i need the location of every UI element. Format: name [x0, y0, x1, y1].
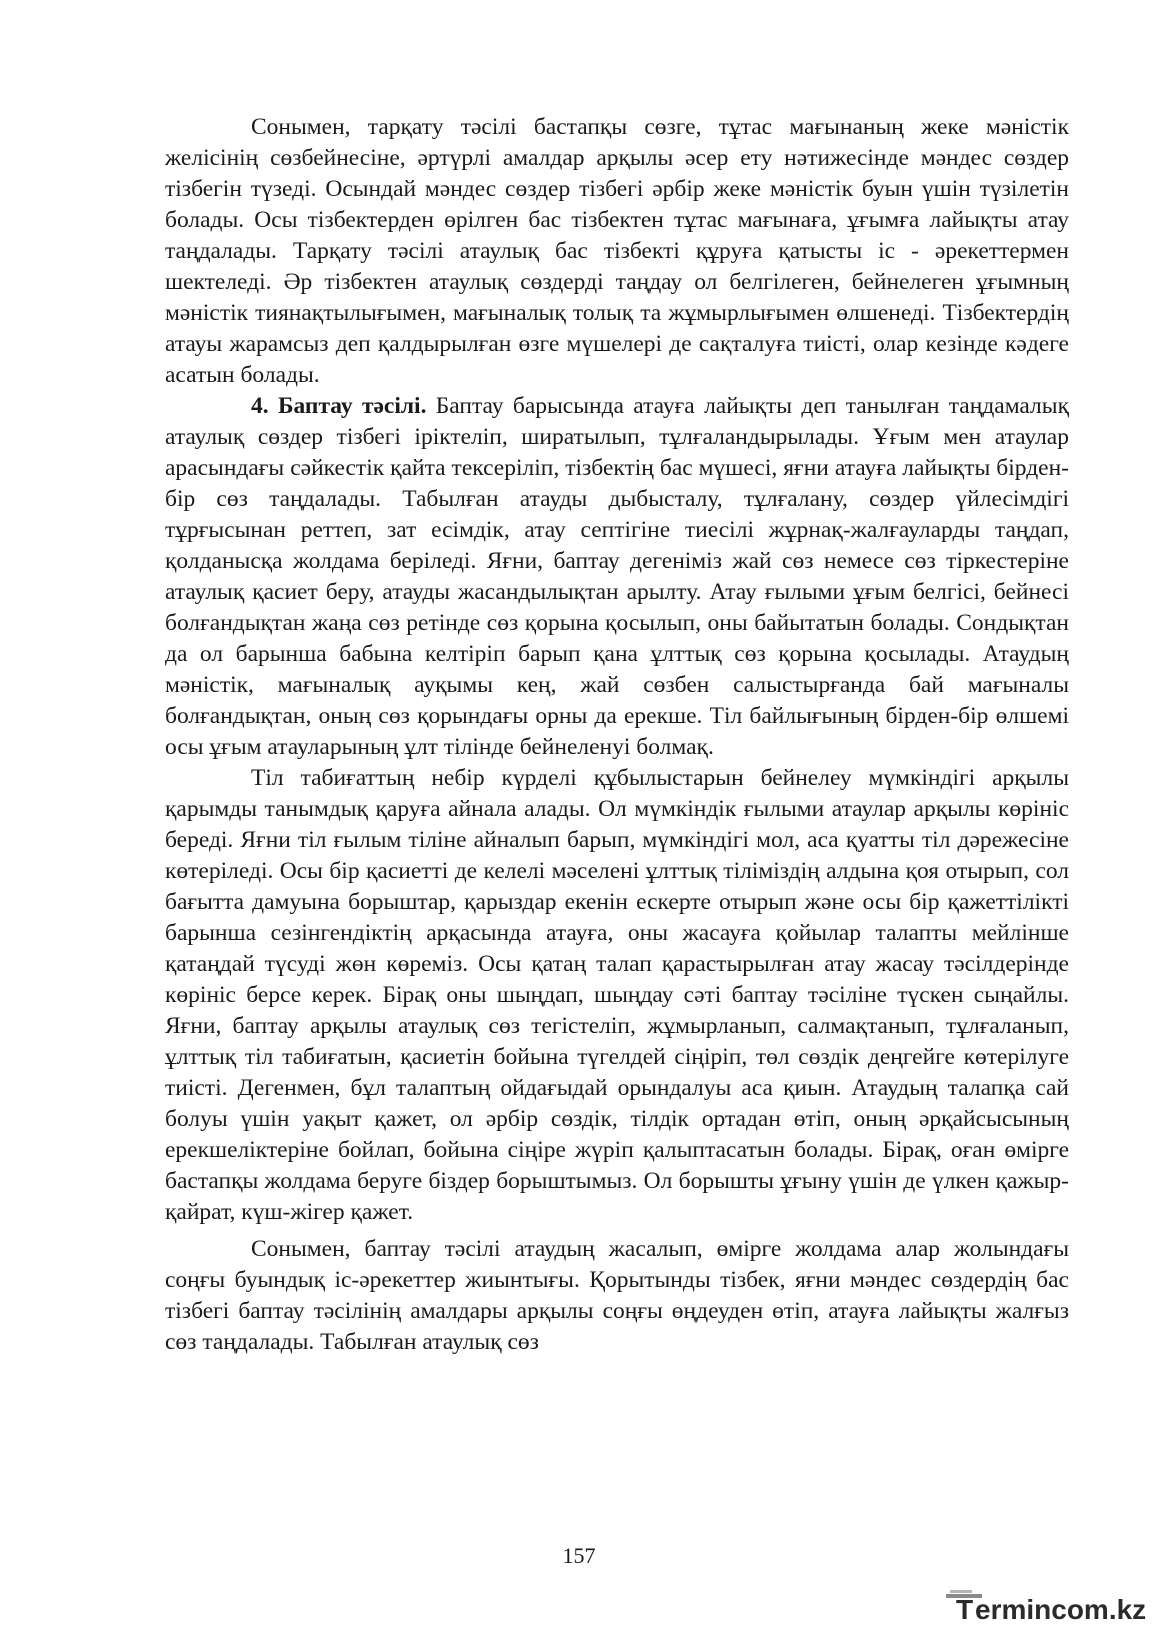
section-heading: 4. Баптау тәсілі.: [251, 393, 427, 419]
termincom-logo: [942, 1585, 1152, 1629]
document-body: [165, 112, 1069, 1358]
svg-text:T: T: [956, 1594, 974, 1625]
paragraph-2: [165, 391, 1069, 763]
paragraph-1: Сонымен, тарқату тәсілі бастапқы сөзге, тұтас мағынаның жеке мәністік желісінің сөзбейнесіне, әртүрлі амалдар арқылы әсер ету нәтижесінде мәндес сөздер тізбегін түзеді. Осындай мәндес сөздер тізбегі әрбір жеке мәністік буын үшін түзілетін болады. Осы тізбектерден өрілген бас тізбектен тұтас мағынаға, ұғымға лайықты атау таңдалады. Тарқату тәсілі атаулық бас тізбекті құруға қатысты іс - әрекеттермен шектеледі. Әр тізбектен атаулық сөздерді таңдау ол белгілеген, бейнелеген ұғымның мәністік тиянақтылығымен, мағыналық толық та жұмырлығымен өлшенеді. Тізбектердің атауы жарамсыз деп қалдырылған өзге мүшелері де сақталуға тиісті, олар кезінде кәдеге асатын болады.: [165, 114, 1069, 388]
paragraph-4: Сонымен, баптау тәсілі атаудың жасалып, өмірге жолдама алар жолындағы соңғы буындық іс-әрекеттер жиынтығы. Қорытынды тізбек, яғни мәндес сөздердің бас тізбегі баптау тәсілінің амалдары арқылы соңғы өңдеуден өтіп, атауға лайықты жалғыз сөз таңдалады. Табылған атаулық сөз: [165, 1236, 1069, 1355]
paragraph-3: Тіл табиғаттың небір күрделі құбылыстарын бейнелеу мүмкіндігі арқылы қарымды танымдық қаруға айнала алады. Ол мүмкіндік ғылыми атаулар арқылы көрініс береді. Яғни тіл ғылым тіліне айналып барып, мүмкіндігі мол, аса қуатты тіл дәрежесіне көтеріледі. Осы бір қасиетті де келелі мәселені ұлттық тіліміздің алдына қоя отырып, сол бағытта дамуына борыштар, қарыздар екенін ескерте отырып және осы бір қажеттілікті барынша сезінгендіктің арқасында атауға, оны жасауға қойылар талапты мейлінше қатаңдай түсуді жөн көреміз. Осы қатаң талап қарастырылған атау жасау тәсілдерінде көрініс берсе керек. Бірақ оны шыңдап, шыңдау сәті баптау тәсіліне түскен сыңайлы. Яғни, баптау арқылы атаулық сөз тегістеліп, жұмырланып, салмақтанып, тұлғаланып, ұлттық тіл табиғатын, қасиетін бойына түгелдей сіңіріп, төл сөздік деңгейге көтерілуге тиісті. Дегенмен, бұл талаптың ойдағыдай орындалуы аса қиын. Атаудың талапқа сай болуы үшін уақыт қажет, ол әрбір сөздік, тілдік ортадан өтіп, оның әрқайсысының ерекшеліктеріне бойлап, бойына сіңіре жүріп қалыптасатын болады. Бірақ, оған өмірге бастапқы жолдама беруге біздер борыштымыз. Ол борышты ұғыну үшін де үлкен қажыр-қайрат, күш-жігер қажет.: [165, 765, 1069, 1225]
svg-text:ermincom.kz: ermincom.kz: [975, 1594, 1147, 1625]
page-number: 157: [562, 1543, 596, 1568]
paragraph-2-text: Баптау барысында атауға лайықты деп танылған таңдамалық атаулық сөздер тізбегі іріктеліп, ширатылып, тұлғаландырылады. Ұғым мен атаулар арасындағы сәйкестік қайта тексеріліп, тізбектің бас мүшесі, яғни атауға лайықты бірден-бір сөз таңдалады. Табылған атауды дыбысталу, тұлғалану, сөздер үйлесімдігі тұрғысынан реттеп, зат есімдік, атау септігіне тиесілі жұрнақ-жалғауларды таңдап, қолданысқа жолдама беріледі. Яғни, баптау дегеніміз жай сөз немесе сөз тіркестеріне атаулық қасиет беру, атауды жасандылықтан арылту. Атау ғылыми ұғым белгісі, бейнесі болғандықтан жаңа сөз ретінде сөз қорына қосылып, оны байытатын болады. Сондықтан да ол барынша бабына келтіріп барып қана ұлттық сөз қорына қосылады. Атаудың мәністік, мағыналық ауқымы кең, жай сөзбен салыстырғанда бай мағыналы болғандықтан, оның сөз қорындағы орны да ерекше. Тіл байлығының бірден-бір өлшемі осы ұғым атауларының ұлт тілінде бейнеленуі болмақ.: [165, 393, 1069, 760]
